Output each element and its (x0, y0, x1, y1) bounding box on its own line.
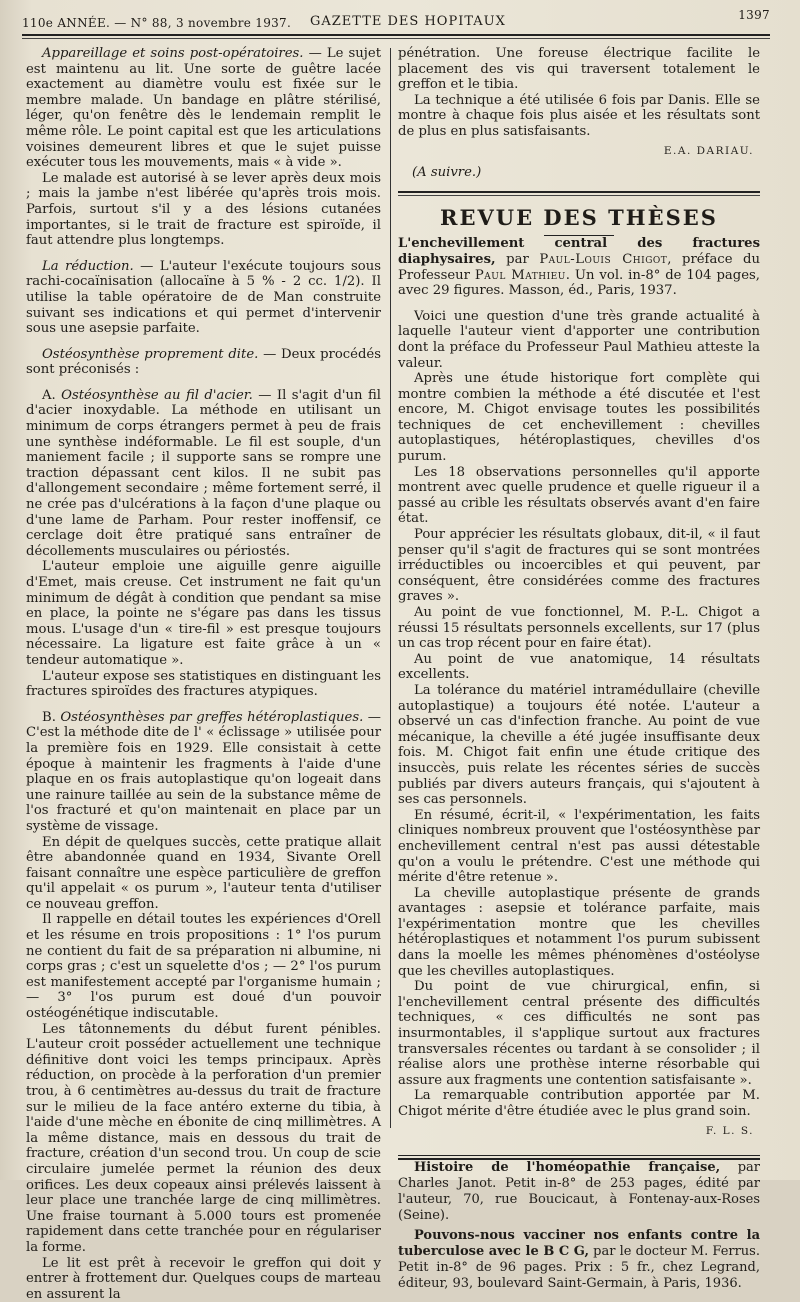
paragraph: Les tâtonnements du début furent pénibles. L'auteur croit posséder actuellement une technique définitive dont voici les temps principaux. Après réduction, on procède à la perforation d'un premier trou, à 6 centimètres au-dessus du trait de fracture sur le milieu de la face antéro externe du tibia, à l'aide d'une mèche en ébonite de cinq millimètres. A la même distance, mais en dessous du trait de fracture, création d'un second trou. Un coup de scie circulaire jumelée permet la réunion des deux orifices. Les deux copeaux ainsi prélevés laissent à leur place une tranchée large de cinq millimètres. Une fraise tournant à 5.000 tours est promenée rapidement dans cette tranchée pour en régulariser la forme. (26, 1021, 381, 1255)
paragraph: Pour apprécier les résultats globaux, dit-il, « il faut penser qu'il s'agit de fractures qui se sont montrées irréductibles ou incoercibles et qui peuvent, par conséquent, être considérées comme des fractures graves ». (398, 527, 760, 605)
left-column (26, 46, 381, 1302)
book-title: L'enchevillement central des fractures diaphysaires, (398, 236, 760, 267)
paragraph: Il rappelle en détail toutes les expériences d'Orell et les résume en trois propositions : 1° l'os purum ne contient du fait de sa préparation ni albumine, ni corps gras ; c'est un squelette d'os ; — 2° l'os purum est manifestement accepté par l'organisme humain ; — 3° l'os purum est doué d'un pouvoir ostéogénétique indiscutable. (26, 912, 381, 1022)
paragraph: Appareillage et soins post-opératoires. — Le sujet est maintenu au lit. Une sorte de guêtre lacée exactement au diamètre voulu est fixée sur le membre malade. Un bandage en plâtre stérilisé, léger, qu'on fenêtre dès le lendemain remplit le même rôle. Le point capital est que les articulations voisines demeurent libres et que le sujet puisse exécuter tous les mouvements, mais « à vide ». (26, 46, 381, 171)
book-author: Paul-Louis Chigot (539, 251, 668, 267)
section-rule-thin (398, 195, 760, 196)
header-rule-thin (22, 38, 770, 39)
paragraph: Les 18 observations personnelles qu'il apporte montrent avec quelle prudence et quelle rigueur il a passé au crible les résultats observés avant d'en faire état. (398, 464, 760, 527)
paragraph: B. Ostéosynthèses par greffes hétéroplastiques. — C'est la méthode dite de l' « éclissage » utilisée pour la première fois en 1929. Elle consistait à cette époque à maintenir les fragments à l'aide d'une plaque en os frais autoplastique qu'on logeait dans une rainure taillée au sein de la substance même de l'os fracturé et qu'on maintenait en place par un système de vissage. (26, 709, 381, 834)
paragraph: Voici une question d'une très grande actualité à laquelle l'auteur vient d'apporter une contribution dont la préface du Professeur Paul Mathieu atteste la valeur. (398, 308, 760, 371)
bibliography-entry: Pouvons-nous vacciner nos enfants contre la tuberculose avec le B C G, par le docteur M. Ferrus. Petit in-8° de 96 pages. Prix : 5 fr., chez Legrand, éditeur, 93, boulevard Saint-Germain, à Paris, 1936. (398, 1228, 760, 1292)
paragraph: Le lit est prêt à recevoir le greffon qui doit y entrer à frottement dur. Quelques coups de marteau en assurent la (26, 1255, 381, 1302)
section-rule (398, 191, 760, 193)
paragraph: L'auteur expose ses statistiques en distinguant les fractures spiroïdes des fractures atypiques. (26, 668, 381, 700)
to-be-continued: (A suivre.) (412, 165, 482, 181)
section-title: REVUE DES THÈSES (440, 204, 718, 230)
reviewer-signature: F. L. S. (705, 1124, 754, 1137)
paragraph: La réduction. — L'auteur l'exécute toujours sous rachi-cocaïnisation (allocaïne à 5 % - 2 cc. 1/2). Il utilise la table opératoire de de Man construite suivant ses indications et qui permet d'intervenir sous une asepsie parfaite. (26, 258, 382, 337)
subheading: Ostéosynthèse proprement dite. (42, 346, 259, 362)
paragraph: pénétration. Une foreuse électrique facilite le placement des vis qui traversent totalement le greffon et le tibia. (398, 46, 760, 93)
paragraph: Du point de vue chirurgical, enfin, si l'enchevillement central présente des difficultés techniques, « ces difficultés ne sont pas insurmontables, il s'applique surtout aux fractures transversales récentes ou tardant à se consolider ; il réalise alors une prothèse interne résorbable qui assure aux fragments une contention satisfaisante ». (398, 979, 760, 1088)
subheading: La réduction. (42, 258, 134, 274)
header-rule (22, 34, 770, 36)
page-header (22, 8, 770, 32)
column-divider (390, 48, 391, 1128)
paragraph: La remarquable contribution apportée par M. Chigot mérite d'être étudiée avec le plus grand soin. (398, 1088, 760, 1119)
subheading: Appareillage et soins post-opératoires. (42, 46, 304, 61)
publication-title: GAZETTE DES HOPITAUX (310, 14, 506, 29)
paragraph: La tolérance du matériel intramédullaire (cheville autoplastique) a toujours été notée. L'auteur a observé un cas d'infection franche. Au point de vue mécanique, la cheville a été jugée insuffisante deux fois. M. Chigot fait enfin une étude critique des insuccès, puis relate les récentes séries de succès publiés par divers auteurs français, qui s'ajoutent à ses cas personnels. (398, 682, 760, 808)
paragraph: Au point de vue fonctionnel, M. P.-L. Chigot a réussi 15 résultats personnels excellents, sur 17 (plus un cas trop récent pour en faire état). (398, 605, 760, 652)
subheading: Ostéosynthèse au fil d'acier. (61, 387, 253, 403)
right-column (398, 46, 760, 1292)
issue-info: 110e ANNÉE. — N° 88, 3 novembre 1937. (22, 16, 292, 30)
paragraph: La cheville autoplastique présente de grands avantages : asepsie et tolérance parfaite, mais l'expérimentation montre que les chevilles hétéroplastiques et notamment l'os purum subissent dans la moelle les mêmes phénomènes d'ostéolyse que les chevilles autoplastiques. (398, 885, 760, 979)
paragraph: Après une étude historique fort complète qui montre combien la méthode a été discutée et l'est encore, M. Chigot envisage toutes les possibilités techniques de cet enchevillement : chevilles autoplastiques, hétéroplastiques, chevilles d'os purum. (398, 371, 760, 465)
section-rule (398, 1155, 760, 1156)
author-signature: E.A. DARIAU. (663, 144, 754, 157)
paragraph: Ostéosynthèse proprement dite. — Deux procédés sont préconisés : (26, 346, 381, 378)
book-citation: L'enchevillement central des fractures diaphysaires, par Paul-Louis Chigot, préface du Professeur Paul Mathieu. Un vol. in-8° de 104 pages, avec 29 figures. Masson, éd., Paris, 1937. (398, 236, 760, 299)
paragraph: La technique a été utilisée 6 fois par Danis. Elle se montre à chaque fois plus aisée et les résultats sont de plus en plus satisfaisants. (398, 92, 760, 139)
paragraph: A. Ostéosynthèse au fil d'acier. — Il s'agit d'un fil d'acier inoxydable. La méthode en utilisant un minimum de corps étrangers permet à peu de frais une synthèse indéformable. Le fil est souple, d'un maniement facile ; il supporte sans se rompre une traction dépassant cent kilos. Il ne subit pas d'allongement secondaire ; même fortement serré, il ne crée pas d'ulcérations à la façon d'une plaque ou d'une lame de Parham. Pour rester inoffensif, ce cerclage doit être pratiqué sans entraîner de décollements musculaires ou périostés. (26, 387, 381, 559)
paragraph: Le malade est autorisé à se lever après deux mois ; mais la jambe n'est libérée qu'après trois mois. Parfois, surtout s'il y a des lésions cutanées importantes, si le trait de fracture est spiroïde, il faut attendre plus longtemps. (26, 170, 381, 249)
page-number: 1397 (738, 8, 770, 22)
subheading: Ostéosynthèses par greffes hétéroplastiques. (60, 709, 364, 725)
paragraph: En résumé, écrit-il, « l'expérimentation, les faits cliniques nombreux prouvent que l'ostéosynthèse par enchevillement central n'est pas aussi détestable qu'on a voulu le prétendre. C'est une méthode qui mérite d'être retenue ». (398, 807, 760, 886)
paragraph: Au point de vue anatomique, 14 résultats excellents. (398, 651, 760, 683)
book-reference (398, 236, 760, 298)
paragraph: En dépit de quelques succès, cette pratique allait être abandonnée quand en 1934, Sivante Orell faisant connaître une espèce particulière de greffon qu'il appelait « os purum », l'auteur tenta d'utiliser ce nouveau greffon. (26, 834, 381, 912)
bibliography-entry: Histoire de l'homéopathie française, par Charles Janot. Petit in-8° de 253 pages, édité par l'auteur, 70, rue Boucicaut, à Fontenay-aux-Roses (Seine). (398, 1160, 760, 1224)
paragraph: L'auteur emploie une aiguille genre aiguille d'Emet, mais creuse. Cet instrument ne fait qu'un minimum de dégât à condition que pendant sa mise en place, la pointe ne s'égare pas dans les tissus mous. L'usage d'un « tire-fil » est presque toujours nécessaire. La ligature est faite grâce à un « tendeur automatique ». (26, 559, 381, 668)
